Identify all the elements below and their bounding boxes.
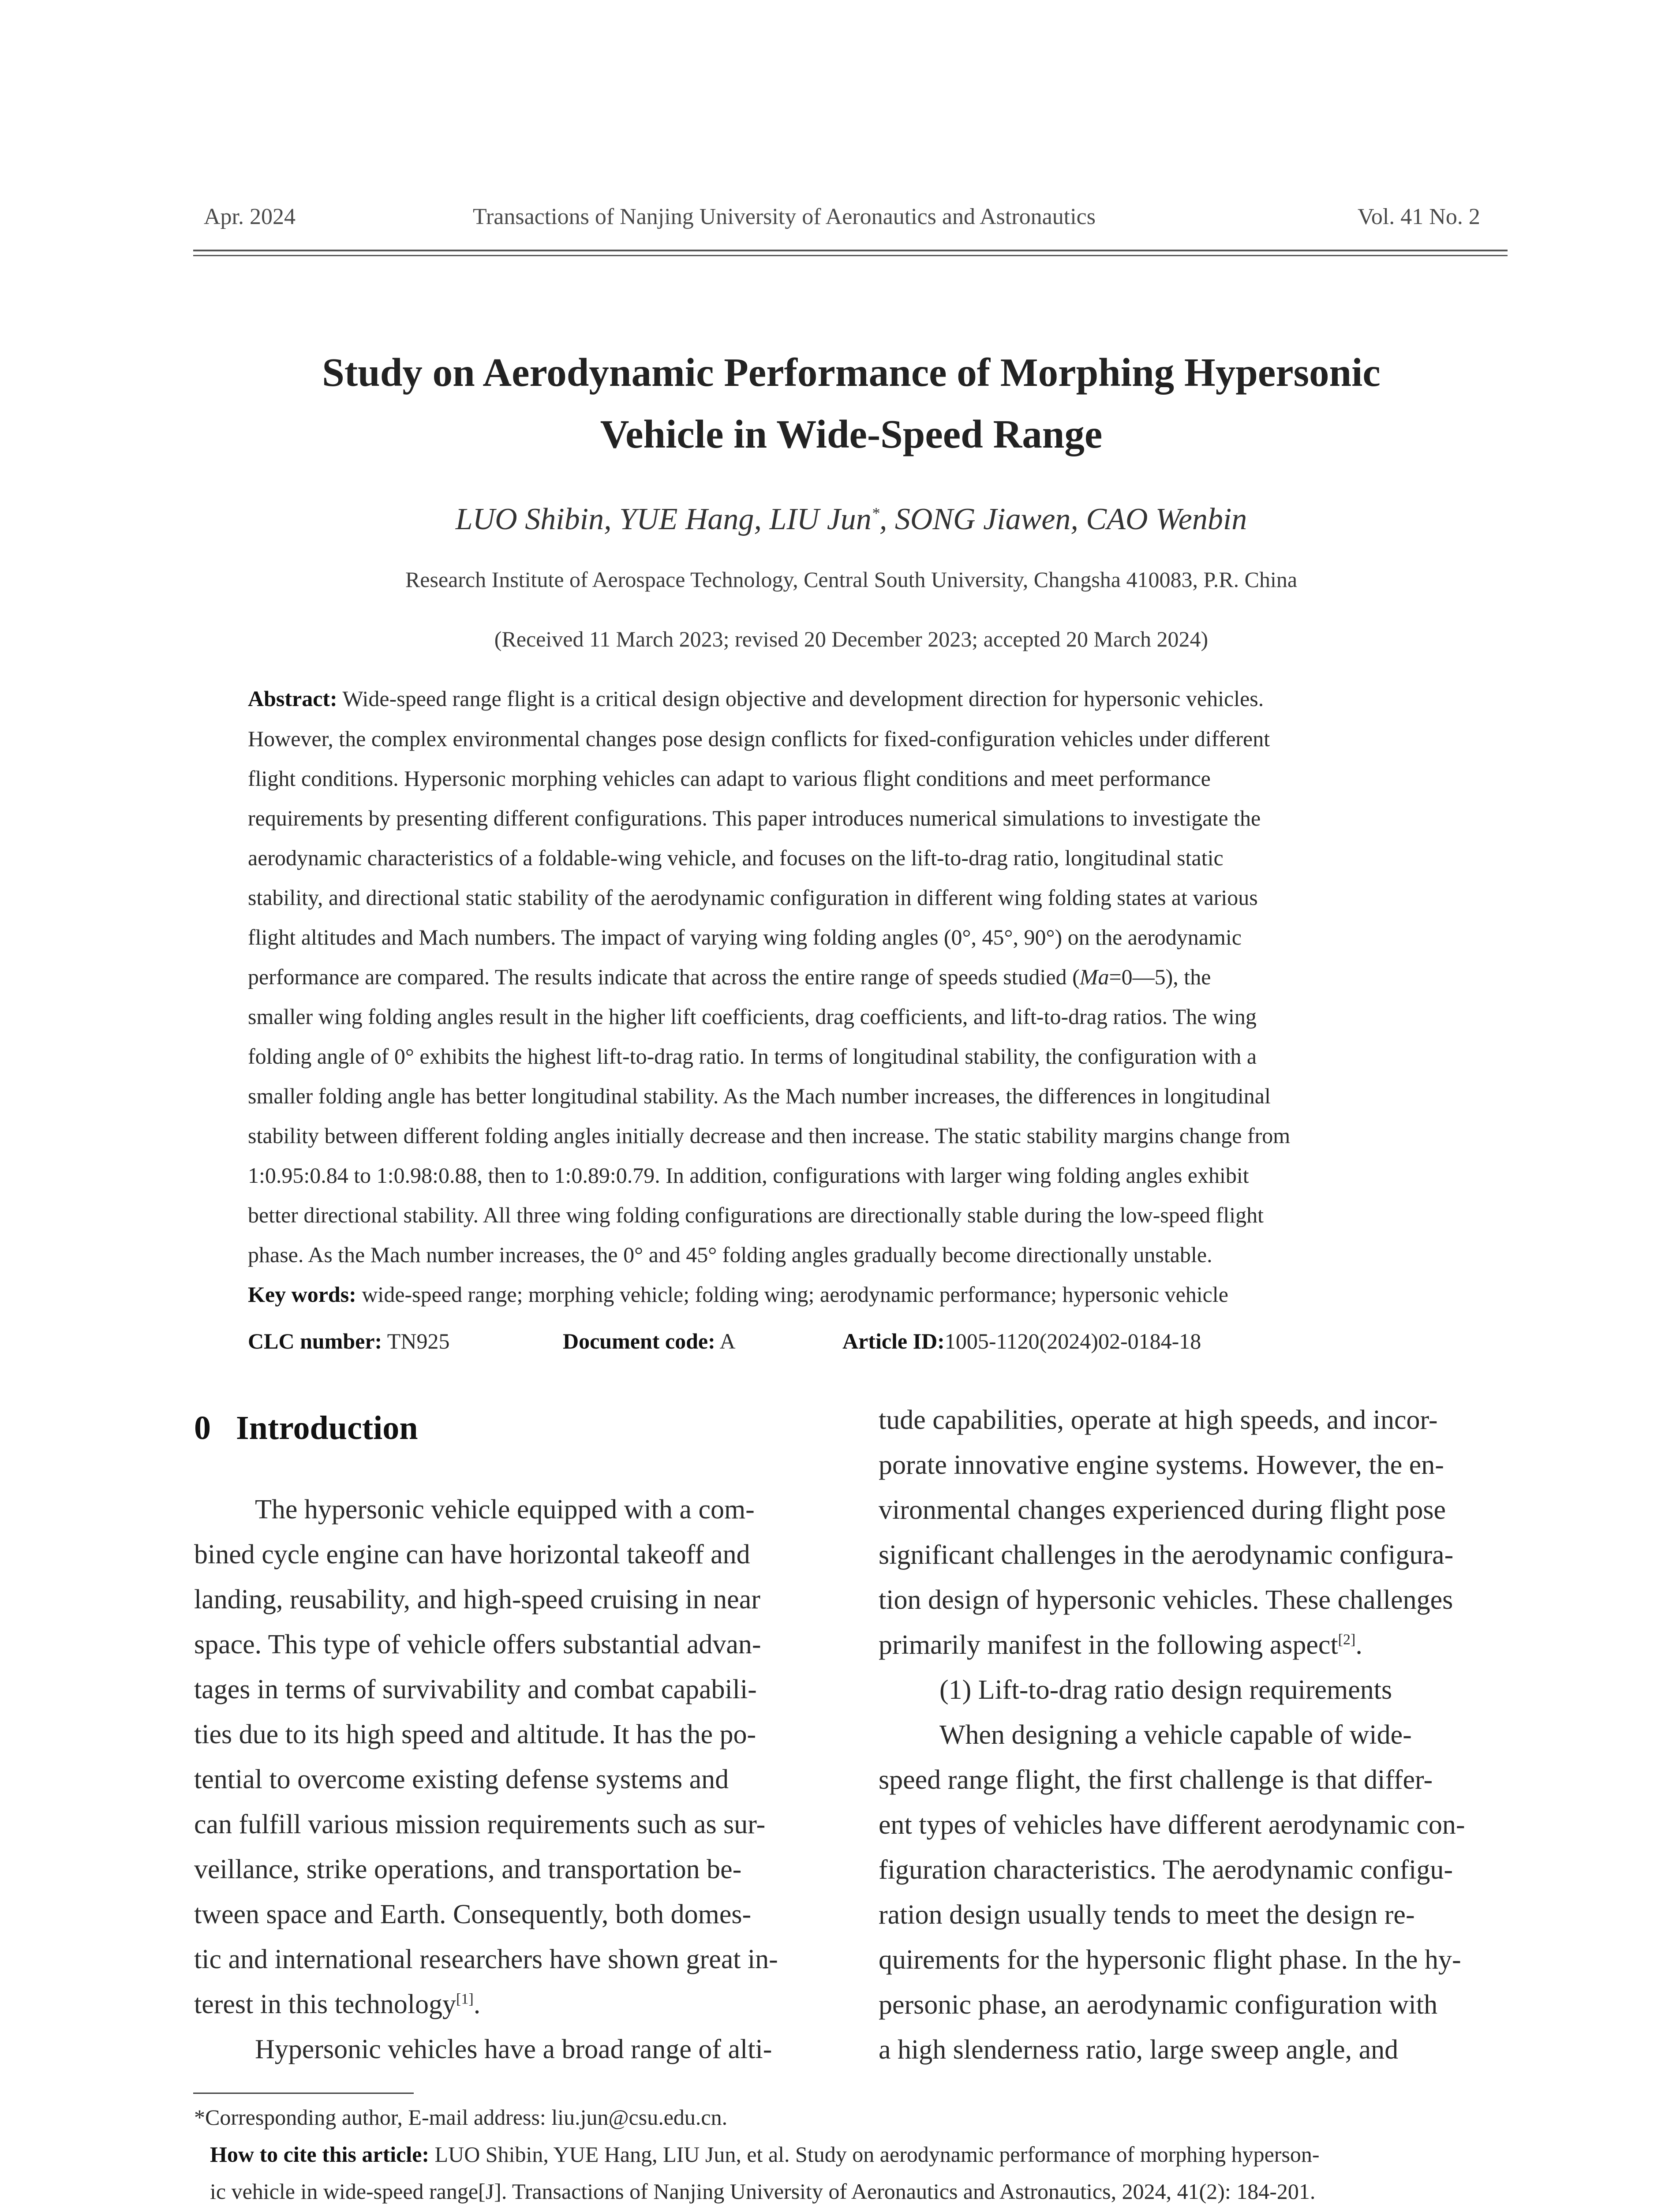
citation-note: How to cite this article: LUO Shibin, YUE Hang, LIU Jun, et al. Study on aerodynamic performance of morphing hyperson- — [210, 2142, 1320, 2167]
abstract-line: However, the complex environmental changes pose design conflicts for fixed-configuration vehicles under different — [248, 726, 1270, 751]
author-list — [176, 502, 1526, 537]
abstract-line: aerodynamic characteristics of a foldable-wing vehicle, and focuses on the lift-to-drag ratio, longitudinal static — [248, 845, 1224, 870]
abstract-line: phase. As the Mach number increases, the 0° and 45° folding angles gradually become directionally unstable. — [248, 1242, 1212, 1267]
author: SONG Jiawen — [894, 502, 1071, 536]
abstract-line: stability, and directional static stability of the aerodynamic configuration in different wing folding states at various — [248, 885, 1258, 910]
abstract-line: flight altitudes and Mach numbers. The impact of varying wing folding angles (0°, 45°, 90°) on the aerodynamic — [248, 925, 1242, 949]
abstract-line: stability between different folding angles initially decrease and then increase. The static stability margins change from — [248, 1123, 1291, 1148]
title-line-2: Vehicle in Wide-Speed Range — [600, 412, 1103, 456]
citation-note-cont: ic vehicle in wide-speed range[J]. Transactions of Nanjing University of Aeronautics and Astronautics, 2024, 41(2): 184-201. — [210, 2179, 1316, 2204]
mach-symbol: Ma — [1079, 964, 1109, 989]
author-separator: , — [1070, 502, 1086, 536]
abstract-line: 1:0.95:0.84 to 1:0.98:0.88, then to 1:0.89:0.79. In addition, configurations with larger wing folding angles exhibit — [248, 1163, 1249, 1188]
header-journal: Transactions of Nanjing University of Aeronautics and Astronautics — [473, 204, 1096, 229]
body-line: quirements for the hypersonic flight phase. In the hy- — [879, 1945, 1461, 1975]
body-line: The hypersonic vehicle equipped with a com- — [255, 1495, 755, 1525]
body-line: ent types of vehicles have different aerodynamic con- — [879, 1810, 1465, 1840]
body-line: personic phase, an aerodynamic configuration with — [879, 1990, 1438, 2020]
abstract-line: better directional stability. All three wing folding configurations are directionally stable during the low-speed flight — [248, 1203, 1264, 1227]
body-line: ties due to its high speed and altitude. It has the po- — [194, 1719, 756, 1749]
citation-ref: [2] — [1338, 1631, 1356, 1648]
body-line: a high slenderness ratio, large sweep angle, and — [879, 2035, 1399, 2065]
author: CAO Wenbin — [1086, 502, 1247, 536]
header-rule — [193, 250, 1508, 251]
body-line: porate innovative engine systems. However, the en- — [879, 1450, 1444, 1480]
article-id: Article ID:1005-1120(2024)02-0184-18 — [842, 1329, 1201, 1353]
body-line: significant challenges in the aerodynamic configura- — [879, 1540, 1454, 1570]
clc-number: CLC number: TN925 — [248, 1329, 450, 1353]
body-line: landing, reusability, and high-speed cruising in near — [194, 1585, 760, 1615]
body-line: tic and international researchers have shown great in- — [194, 1944, 778, 1974]
body-line: speed range flight, the first challenge is that differ- — [879, 1765, 1433, 1795]
body-line: tude capabilities, operate at high speeds, and incor- — [879, 1405, 1438, 1435]
abstract-label: Abstract: — [248, 686, 337, 711]
abstract-line: requirements by presenting different configurations. This paper introduces numerical simulations to investigate the — [248, 806, 1261, 830]
abstract-line: folding angle of 0° exhibits the highest lift-to-drag ratio. In terms of longitudinal stability, the configuration with a — [248, 1044, 1257, 1069]
keywords-label: Key words: — [248, 1282, 356, 1307]
corresponding-mark: * — [871, 504, 879, 522]
body-line: When designing a vehicle capable of wide- — [939, 1720, 1412, 1750]
author-separator: , — [604, 502, 620, 536]
abstract-line: performance are compared. The results indicate that across the entire range of speeds studied (Ma=0—5), the — [248, 964, 1211, 989]
header-rule-double — [193, 255, 1508, 256]
section-heading: 0 Introduction — [194, 1409, 418, 1446]
abstract-line: smaller wing folding angles result in the higher lift coefficients, drag coefficients, and lift-to-drag ratios. The wing — [248, 1004, 1257, 1029]
author-separator: , — [879, 502, 895, 536]
body-line: tion design of hypersonic vehicles. These challenges — [879, 1585, 1453, 1615]
keywords: Key words: wide-speed range; morphing vehicle; folding wing; aerodynamic performance; hypersonic vehicle — [248, 1282, 1228, 1307]
body-line: vironmental changes experienced during flight pose — [879, 1495, 1446, 1525]
abstract-line: smaller folding angle has better longitudinal stability. As the Mach number increases, the differences in longitudinal — [248, 1084, 1271, 1108]
body-line: primarily manifest in the following aspect[2]. — [879, 1630, 1362, 1660]
abstract-line: Abstract: Wide-speed range flight is a critical design objective and development direction for hypersonic vehicles. — [248, 686, 1264, 711]
corresponding-author-note: *Corresponding author, E-mail address: liu.jun@csu.edu.cn. — [194, 2105, 728, 2130]
paper-title — [176, 342, 1526, 465]
body-line: can fulfill various mission requirements such as sur- — [194, 1809, 766, 1839]
body-line: veillance, strike operations, and transportation be- — [194, 1854, 742, 1884]
body-line: bined cycle engine can have horizontal takeoff and — [194, 1540, 750, 1570]
footnote-rule — [193, 2093, 414, 2094]
author: LUO Shibin — [455, 502, 604, 536]
affiliation: Research Institute of Aerospace Technology, Central South University, Changsha 410083, P.R. China — [405, 567, 1298, 592]
body-line: ration design usually tends to meet the design re- — [879, 1900, 1415, 1930]
author: YUE Hang — [619, 502, 754, 536]
body-line: tween space and Earth. Consequently, both domes- — [194, 1899, 752, 1929]
abstract-line: flight conditions. Hypersonic morphing vehicles can adapt to various flight conditions and meet performance — [248, 766, 1211, 791]
body-line: tential to overcome existing defense systems and — [194, 1764, 729, 1794]
body-line: tages in terms of survivability and combat capabili- — [194, 1674, 757, 1704]
body-line: space. This type of vehicle offers substantial advan- — [194, 1629, 761, 1659]
citation-ref: [1] — [456, 1991, 474, 2007]
author: LIU Jun — [769, 502, 872, 536]
author-separator: , — [754, 502, 770, 536]
body-line: terest in this technology[1]. — [194, 1989, 481, 2019]
header-date: Apr. 2024 — [204, 204, 296, 229]
body-line: Hypersonic vehicles have a broad range of alti- — [255, 2034, 772, 2064]
body-line: figuration characteristics. The aerodynamic configu- — [879, 1855, 1453, 1885]
header-volume: Vol. 41 No. 2 — [1358, 204, 1480, 229]
title-line-1: Study on Aerodynamic Performance of Morphing Hypersonic — [322, 350, 1381, 395]
received-dates: (Received 11 March 2023; revised 20 December 2023; accepted 20 March 2024) — [494, 627, 1209, 651]
subheading: (1) Lift-to-drag ratio design requirements — [939, 1675, 1392, 1705]
document-code: Document code: A — [563, 1329, 736, 1353]
